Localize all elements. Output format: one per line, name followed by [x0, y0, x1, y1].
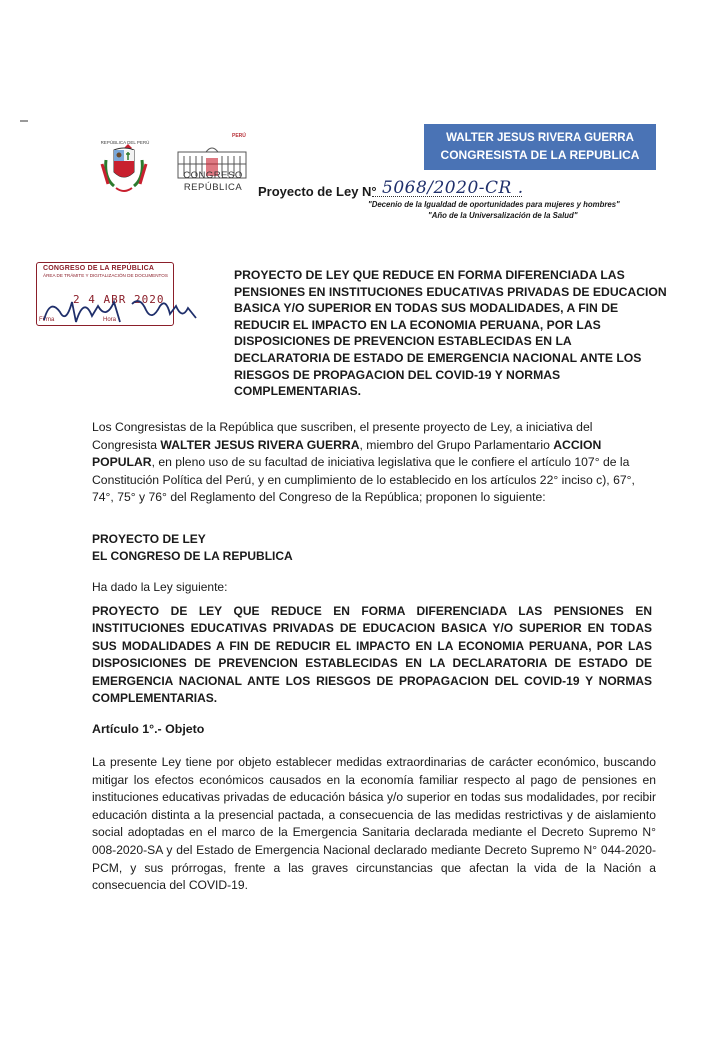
logo-text-congreso: CONGRESO — [183, 170, 243, 181]
coat-label: REPÚBLICA DEL PERÚ — [100, 140, 150, 145]
articulo-title: Artículo 1°.- Objeto — [92, 722, 205, 736]
scan-mark — [20, 120, 28, 122]
intro-paragraph — [92, 419, 652, 507]
anio-text: "Año de la Universalización de la Salud" — [428, 211, 578, 220]
intro-grupo: ACCION POPULAR — [92, 437, 602, 470]
ha-dado-text: Ha dado la Ley siguiente: — [92, 580, 228, 594]
stamp-date: 2 4 ABR 2020 — [73, 293, 165, 306]
decenio-text: "Decenio de la Igualdad de oportunidades para mujeres y hombres" — [368, 200, 620, 209]
logo-tag: PERÚ — [232, 133, 246, 139]
stamp-hora: Hora — [103, 317, 117, 323]
intro-congresista: WALTER JESUS RIVERA GUERRA — [160, 437, 360, 452]
stamp-firma: Firma — [39, 317, 55, 323]
intro-part1: Los Congresistas de la República que suscriben, el presente proyecto de Ley, a iniciativa del Congresista — [92, 420, 593, 452]
intro-part3: , en pleno uso de su facultad de iniciativa legislativa que le confiere el artículo 107° de la Constitución Política del Perú, y en cumplimiento de lo establecido en los artículos 22° inciso c), 67°, 74°, 75° y 76° del Reglamento del Congreso de la República; proponen lo siguiente: — [92, 455, 635, 505]
congresista-name-box — [424, 124, 656, 170]
handwritten-signature-icon — [36, 262, 216, 332]
law-title: PROYECTO DE LEY QUE REDUCE EN FORMA DIFERENCIADA LAS PENSIONES EN INSTITUCIONES EDUCATIVAS PRIVADAS DE EDUCACION BASICA Y/O SUPERIOR EN TODAS SUS MODALIDADES A FIN DE REDUCIR EL IMPACTO EN LA ECONOMIA PERUANA, POR LAS DISPOSICIONES DE PREVENCION ESTABLECIDAS EN LA DECLARATORIA DE ESTADO DE EMERGENCIA NACIONAL ANTE LOS RIESGOS DE PROPAGACION DEL COVID-19 Y NORMAS COMPLEMENTARIAS. — [92, 604, 652, 706]
summary-title: PROYECTO DE LEY QUE REDUCE EN FORMA DIFERENCIADA LAS PENSIONES EN INSTITUCIONES EDUCATIVAS PRIVADAS DE EDUCACION BASICA Y/O SUPERIOR EN TODAS SUS MODALIDADES, A FIN DE REDUCIR EL IMPACTO EN LA ECONOMIA PERUANA, POR LAS DISPOSICIONES DE PREVENCION ESTABLECIDAS EN LA DECLARATORIA DE ESTADO DE EMERGENCIA NACIONAL ANTE LOS RIESGOS DE PROPAGACION DEL COVID-19 Y NORMAS COMPLEMENTARIAS. — [234, 268, 667, 399]
congresista-role: CONGRESISTA DE LA REPUBLICA — [440, 148, 640, 162]
congresista-name: WALTER JESUS RIVERA GUERRA — [446, 132, 634, 144]
heading-proyecto: PROYECTO DE LEY — [92, 532, 206, 546]
coat-of-arms-icon — [98, 138, 150, 200]
proyecto-label: Proyecto de Ley N° — [258, 184, 377, 199]
stamp-line1: CONGRESO DE LA REPÚBLICA — [43, 265, 155, 272]
intro-part2: , miembro del Grupo Parlamentario — [359, 437, 554, 452]
heading-congreso: EL CONGRESO DE LA REPUBLICA — [92, 549, 293, 563]
articulo-text: La presente Ley tiene por objeto establecer medidas extraordinarias de carácter económico, buscando mitigar los efectos económicos causados en la economía familiar respecto al pago de pensiones en instituciones educativas privadas de educación básica y/o superior en todas sus modalidades, por recibir educación distinta a la presencial pactada, a consecuencia de las medidas restrictivas y de aislamiento social adoptadas en el marco de la Emergencia Sanitaria declarada mediante el Decreto Supremo N° 008-2020-SA y del Estado de Emergencia Nacional declarado mediante Decreto Supremo N° 044-2020-PCM, y sus prórrogas, frente a las graves circunstancias que afectan la vida de la Nación a consecuencia del COVID-19. — [92, 755, 656, 893]
logo-text-republica: REPÚBLICA — [183, 182, 243, 193]
stamp-line2: ÁREA DE TRÁMITE Y DIGITALIZACIÓN DE DOCUMENTOS — [43, 273, 168, 278]
proyecto-number: 5068/2020-CR . — [382, 178, 524, 198]
